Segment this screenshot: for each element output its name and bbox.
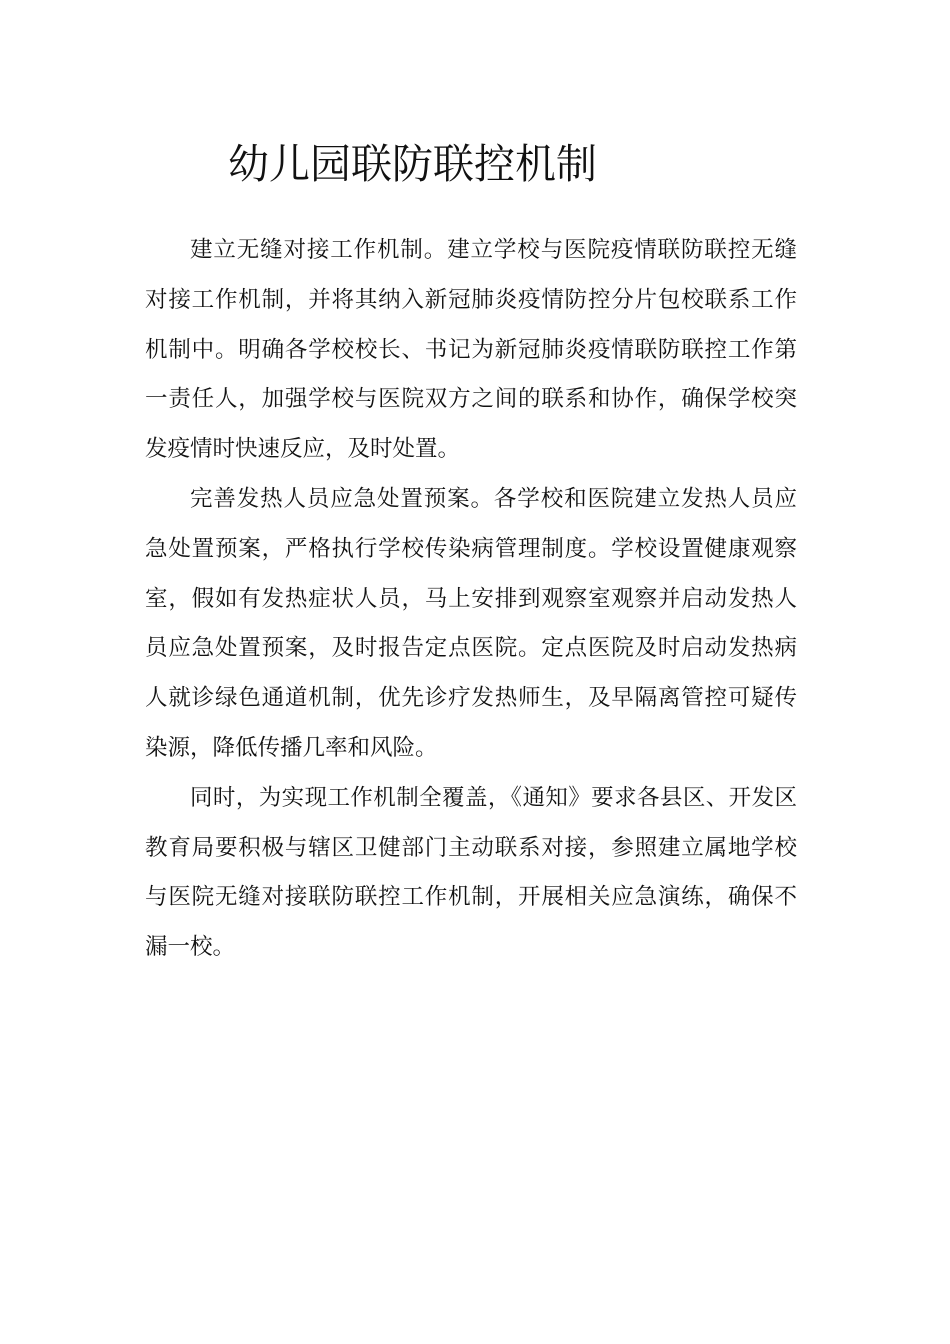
document-title: 幼儿园联防联控机制 — [228, 140, 597, 188]
paragraph-full-coverage: 同时，为实现工作机制全覆盖，《通知》要求各县区、开发区教育局要积极与辖区卫健部门主动联系对接，参照建立属地学校与医院无缝对接联防联控工作机制，开展相关应急演练，确保不漏一校。 — [145, 784, 797, 961]
paragraph-seamless-docking: 建立无缝对接工作机制。建立学校与医院疫情联防联控无缝对接工作机制，并将其纳入新冠肺炎疫情防控分片包校联系工作机制中。明确各学校校长、书记为新冠肺炎疫情联防联控工作第一责任人，加强学校与医院双方之间的联系和协作，确保学校突发疫情时快速反应，及时处置。 — [145, 237, 797, 463]
paragraph-fever-emergency-plan: 完善发热人员应急处置预案。各学校和医院建立发热人员应急处置预案，严格执行学校传染病管理制度。学校设置健康观察室，假如有发热症状人员，马上安排到观察室观察并启动发热人员应急处置预案，及时报告定点医院。定点医院及时启动发热病人就诊绿色通道机制，优先诊疗发热师生，及早隔离管控可疑传染源，降低传播几率和风险。 — [145, 485, 797, 761]
document-body — [145, 226, 797, 973]
